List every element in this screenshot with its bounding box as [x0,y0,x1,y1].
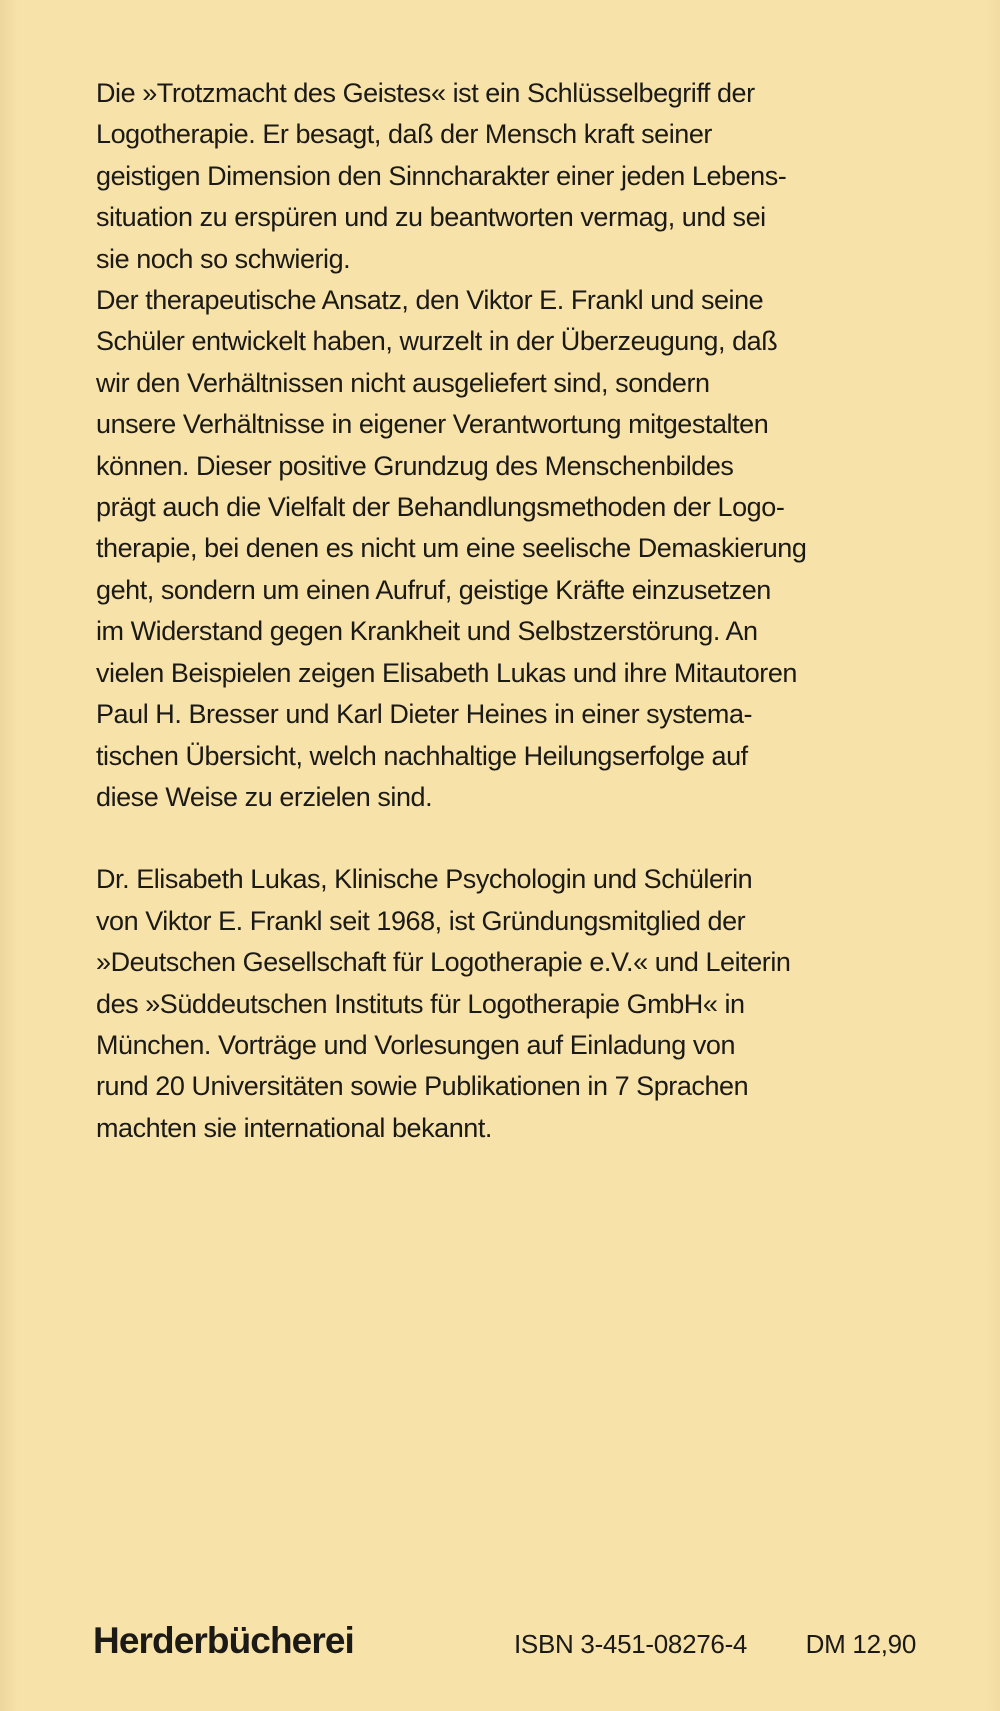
text-line: situation zu erspüren und zu beantworten vermag, und sei [96,202,766,233]
price-label: DM 12,90 [805,1629,916,1659]
text-line: »Deutschen Gesellschaft für Logotherapie e.V.« und Leiterin [96,947,791,978]
text-line: Dr. Elisabeth Lukas, Klinische Psychologin und Schülerin [96,864,753,895]
text-line: diese Weise zu erzielen sind. [96,781,433,812]
text-line: geht, sondern um einen Aufruf, geistige Kräfte einzusetzen [96,574,771,605]
text-line: vielen Beispielen zeigen Elisabeth Lukas und ihre Mitautoren [96,657,797,688]
publisher-imprint: Herderbücherei [93,1620,354,1661]
blurb-paragraph-author-bio [96,859,916,1149]
text-line: München. Vorträge und Vorlesungen auf Einladung von [96,1029,736,1060]
text-line: von Viktor E. Frankl seit 1968, ist Gründungsmitglied der [96,905,746,936]
text-line: tischen Übersicht, welch nachhaltige Heilungserfolge auf [96,740,748,771]
text-line: rund 20 Universitäten sowie Publikationen in 7 Sprachen [96,1071,749,1102]
text-line: des »Süddeutschen Instituts für Logotherapie GmbH« in [96,988,745,1019]
text-line: Der therapeutische Ansatz, den Viktor E. Frankl und seine [96,285,764,316]
isbn-number: ISBN 3-451-08276-4 [514,1629,748,1659]
text-line: machten sie international bekannt. [96,1112,492,1143]
cover-footer [93,1613,916,1673]
text-line: geistigen Dimension den Sinncharakter einer jeden Lebens- [96,160,787,191]
text-line: Schüler entwickelt haben, wurzelt in der Überzeugung, daß [96,326,778,357]
text-line: können. Dieser positive Grundzug des Menschenbildes [96,450,734,481]
text-line: Logotherapie. Er besagt, daß der Mensch kraft seiner [96,119,712,150]
text-line: unsere Verhältnisse in eigener Verantwortung mitgestalten [96,409,769,440]
text-line: wir den Verhältnissen nicht ausgeliefert sind, sondern [96,367,710,398]
text-line: im Widerstand gegen Krankheit und Selbstzerstörung. An [96,616,758,647]
text-line: therapie, bei denen es nicht um eine seelische Demaskierung [96,533,807,564]
paragraph-spacer [96,818,916,859]
text-line: prägt auch die Vielfalt der Behandlungsmethoden der Logo- [96,492,785,523]
text-line: sie noch so schwierig. [96,243,351,274]
blurb-text [96,73,916,1149]
blurb-paragraph-description [96,73,916,818]
text-line: Die »Trotzmacht des Geistes« ist ein Schlüsselbegriff der [96,78,755,108]
text-line: Paul H. Bresser und Karl Dieter Heines in einer systema- [96,699,753,730]
